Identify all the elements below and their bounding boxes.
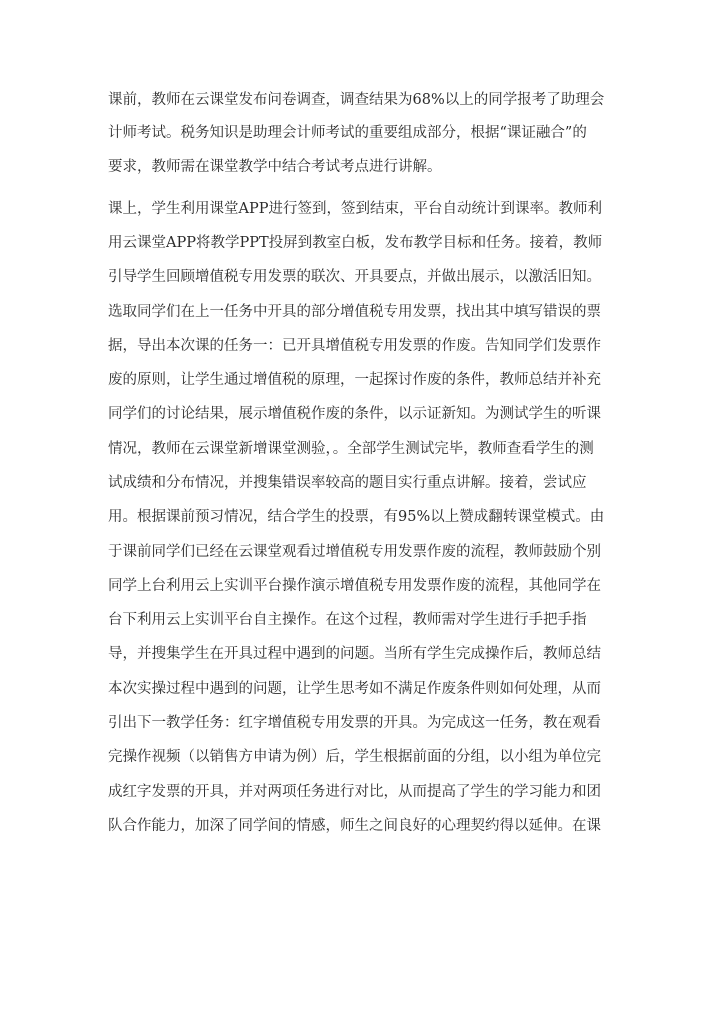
text-line: 废的原则，让学生通过增值税的原理，一起探讨作废的条件，教师总结并补充: [108, 372, 601, 388]
text-line: 引出下一教学任务：红字增值税专用发票的开具。为完成这一任务，教在观看: [108, 715, 601, 731]
text-line: 据，导出本次课的任务一：已开具增值税专用发票的作废。告知同学们发票作: [108, 338, 601, 354]
text-line: 试成绩和分布情况，并搜集错误率较高的题目实行重点讲解。接着，尝试应: [108, 475, 587, 491]
text-line: 成红字发票的开具，并对两项任务进行对比，从而提高了学生的学习能力和团: [108, 784, 601, 800]
text-line: 计师考试。税务知识是助理会计师考试的重要组成部分，根据“课证融合”的: [108, 125, 587, 141]
text-line: 台下利用云上实训平台自主操作。在这个过程，教师需对学生进行手把手指: [108, 612, 587, 628]
text-line: 引导学生回顾增值税专用发票的联次、开具要点，并做出展示，以激活旧知。: [108, 269, 601, 285]
text-line: 完操作视频（以销售方申请为例）后，学生根据前面的分组，以小组为单位完: [108, 749, 601, 765]
text-line: 要求，教师需在课堂教学中结合考试考点进行讲解。: [108, 159, 442, 175]
text-line: 同学们的讨论结果，展示增值税作废的条件，以示证新知。为测试学生的听课: [108, 406, 601, 422]
text-line: 本次实操过程中遇到的问题，让学生思考如不满足作废条件则如何处理，从而: [108, 681, 601, 697]
text-line: 课上，学生利用课堂APP进行签到，签到结束，平台自动统计到课率。教师利: [108, 201, 602, 217]
text-line: 同学上台利用云上实训平台操作演示增值税专用发票作废的流程，其他同学在: [108, 578, 601, 594]
text-line: 用。根据课前预习情况，结合学生的投票，有95%以上赞成翻转课堂模式。由: [108, 509, 605, 525]
text-line: 情况，教师在云课堂新增课堂测验，。全部学生测试完毕，教师查看学生的测: [108, 441, 594, 457]
text-line: 队合作能力，加深了同学间的情感，师生之间良好的心理契约得以延伸。在课: [108, 818, 601, 834]
text-line: 选取同学们在上一任务中开具的部分增值税专用发票，找出其中填写错误的票: [108, 304, 601, 320]
text-line: 课前，教师在云课堂发布问卷调查，调查结果为68%以上的同学报考了助理会: [108, 92, 605, 108]
text-line: 导，并搜集学生在开具过程中遇到的问题。当所有学生完成操作后，教师总结: [108, 646, 601, 662]
text-line: 于课前同学们已经在云课堂观看过增值税专用发票作废的流程，教师鼓励个别: [108, 544, 601, 560]
text-line: 用云课堂APP将教学PPT投屏到教室白板，发布教学目标和任务。接着，教师: [108, 235, 603, 251]
